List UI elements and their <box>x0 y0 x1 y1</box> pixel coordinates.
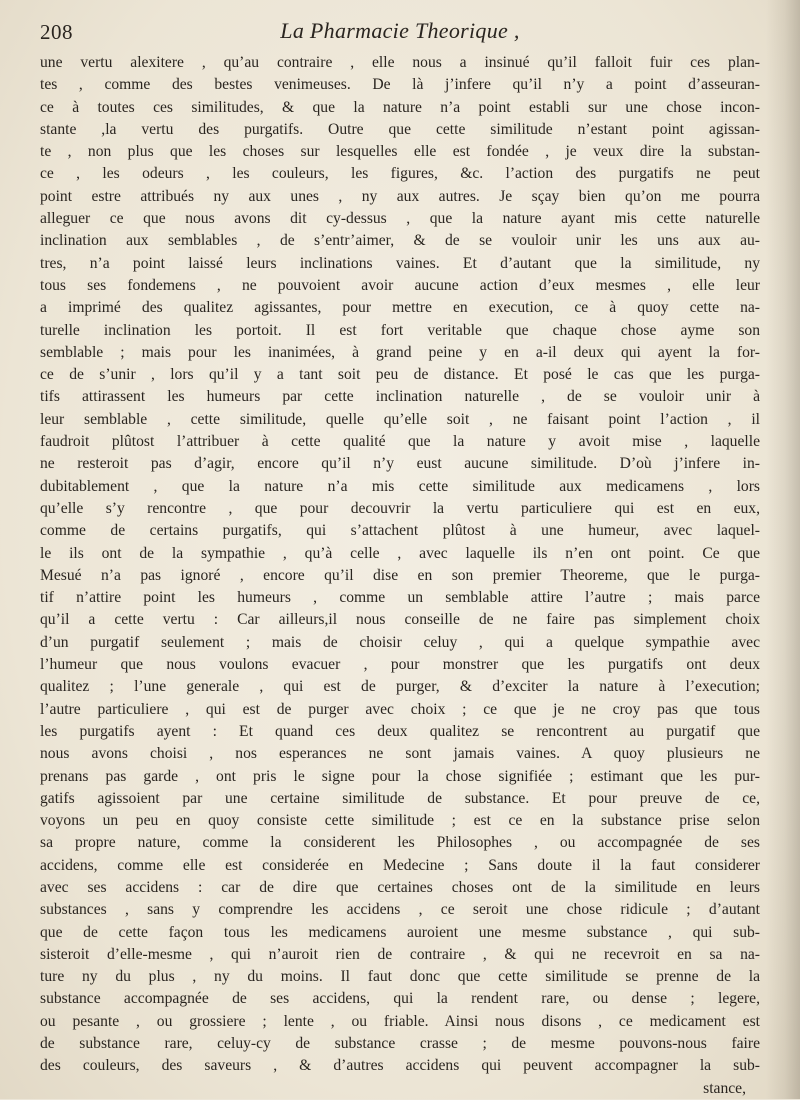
text-line: comme de certains purgatifs, qui s’attachent plûtost à une humeur, avec laquel- <box>40 522 760 540</box>
text-line: alleguer ce que nous avons dit cy-dessus , que la nature ayant mis cette naturelle <box>40 210 760 228</box>
body-text <box>40 52 760 1100</box>
text-line: dubitablement , que la nature n’a mis cette similitude aux medicamens , lors <box>40 477 760 495</box>
text-line: substance accompagnée de ses accidens, qui la rendent rare, ou dense ; legere, <box>40 990 760 1008</box>
text-line: leur semblable , cette similitude, quelle qu’elle soit , ne faisant point l’action , il <box>40 410 760 428</box>
text-line: qu’elle s’y rencontre , que pour decouvrir la vertu particuliere qui est en eux, <box>40 499 760 517</box>
text-line: ce de s’unir , lors qu’il y a tant soit peu de distance. Et posé le cas que les purga- <box>40 366 760 384</box>
text-line: stante ,la vertu des purgatifs. Outre que cette similitude n’estant point agissan- <box>40 120 760 138</box>
text-line: ce , les odeurs , les couleurs, les figures, &c. l’action des purgatifs ne peut <box>40 165 760 183</box>
text-line: sa propre nature, comme la considerent les Philosophes , ou accompagnée de ses <box>40 834 760 852</box>
text-line: ture ny du plus , ny du moins. Il faut donc que cette similitude se prenne de la <box>40 968 760 986</box>
text-line: Mesué n’a pas ignoré , encore qu’il dise en son premier Theoreme, que le purga- <box>40 566 760 584</box>
text-line: avec ses accidens : car de dire que certaines choses ont de la similitude en leurs <box>40 878 760 896</box>
text-line: point estre attribués ny aux unes , ny aux autres. Je sçay bien qu’on me pourra <box>40 187 760 205</box>
text-line: l’autre particuliere , qui est de purger avec choix ; ce que je ne croy pas que tous <box>40 700 760 718</box>
text-line: ce à toutes ces similitudes, & que la nature n’a point establi sur une chose incon- <box>40 98 760 116</box>
text-line: nous avons choisi , nos esperances ne sont jamais vaines. A quoy plusieurs ne <box>40 745 760 763</box>
text-line: le ils ont de la sympathie , qu’à celle , avec laquelle ils n’en ont point. Ce que <box>40 544 760 562</box>
text-line: l’humeur que nous voulons evacuer , pour monstrer que les purgatifs ont deux <box>40 656 760 674</box>
text-line: te , non plus que les choses sur lesquelles elle est fondée , je veux dire la substan- <box>40 143 760 161</box>
text-line: tes , comme des bestes venimeuses. De là j’infere qu’il n’y a point d’asseuran- <box>40 76 760 94</box>
text-line: substances , sans y comprendre les accidens , ce seroit une chose ridicule ; d’autant <box>40 901 760 919</box>
text-line: semblable ; mais pour les inanimées, à grand peine y en a-il deux qui ayent la for- <box>40 343 760 361</box>
text-line: turelle inclination les portoit. Il est fort veritable que chaque chose ayme son <box>40 321 760 339</box>
text-line: les purgatifs ayent : Et quand ces deux qualitez se rencontrent au purgatif que <box>40 722 760 740</box>
text-line: qualitez ; l’une generale , qui est de purger, & d’exciter la nature à l’execution; <box>40 678 760 696</box>
text-line: prenans pas garde , ont pris le signe pour la chose signifiée ; estimant que les pur- <box>40 767 760 785</box>
page-gutter-shadow <box>766 0 800 1099</box>
text-line: des couleurs, des saveurs , & d’autres accidens qui peuvent accompagner la sub- <box>40 1057 760 1075</box>
text-line: inclination aux semblables , de s’entr’aimer, & de se vouloir unir les uns aux au- <box>40 232 760 250</box>
text-line: que de cette façon tous les medicamens auroient une mesme substance , qui sub- <box>40 923 760 941</box>
text-line: gatifs agissoient par une certaine similitude de substance. Et pour preuve de ce, <box>40 789 760 807</box>
page-number: 208 <box>40 20 73 44</box>
text-line: ou pesante , ou grossiere ; lente , ou friable. Ainsi nous disons , ce medicament est <box>40 1012 760 1030</box>
text-line: une vertu alexitere , qu’au contraire , elle nous a insinué qu’il falloit fuir ces plan- <box>40 54 760 71</box>
catchword: stance, <box>703 1079 746 1097</box>
text-line: tif n’attire point les humeurs , comme un semblable attire l’autre ; mais parce <box>40 589 760 607</box>
text-line: faudroit plûtost l’attribuer à cette qualité que la nature y avoit mise , laquelle <box>40 433 760 451</box>
text-line: d’un purgatif seulement ; mais de choisir celuy , qui a quelque sympathie avec <box>40 633 760 651</box>
text-line: voyons un peu en quoy consiste cette similitude ; est ce en la substance prise selon <box>40 812 760 830</box>
page-header <box>40 14 760 48</box>
running-title: La Pharmacie Theorique , <box>280 18 520 43</box>
text-line: ne resteroit pas d’agir, encore qu’il n’y eust aucune similitude. D’où j’infere in- <box>40 455 760 473</box>
text-line: tres, n’a point laissé leurs inclinations vaines. Et d’autant que la similitude, ny <box>40 254 760 272</box>
text-line: accidens, comme elle est considerée en Medecine ; Sans doute il la faut considerer <box>40 856 760 874</box>
text-line: a imprimé des qualitez agissantes, pour mettre en execution, ce à quoy cette na- <box>40 299 760 317</box>
text-line: de substance rare, celuy-cy de substance crasse ; de mesme pouvons-nous faire <box>40 1035 760 1053</box>
text-line: sisteroit d’elle-mesme , qui n’auroit rien de contraire , & qui ne recevroit en sa na- <box>40 945 760 963</box>
text-line: tifs attirassent les humeurs par cette inclination naturelle , de se vouloir unir à <box>40 388 760 406</box>
text-line: qu’il a cette vertu : Car ailleurs,il nous conseille de ne faire pas simplement choix <box>40 611 760 629</box>
text-line: tous ses fondemens , ne pouvoient avoir aucune action d’eux mesmes , elle leur <box>40 276 760 294</box>
